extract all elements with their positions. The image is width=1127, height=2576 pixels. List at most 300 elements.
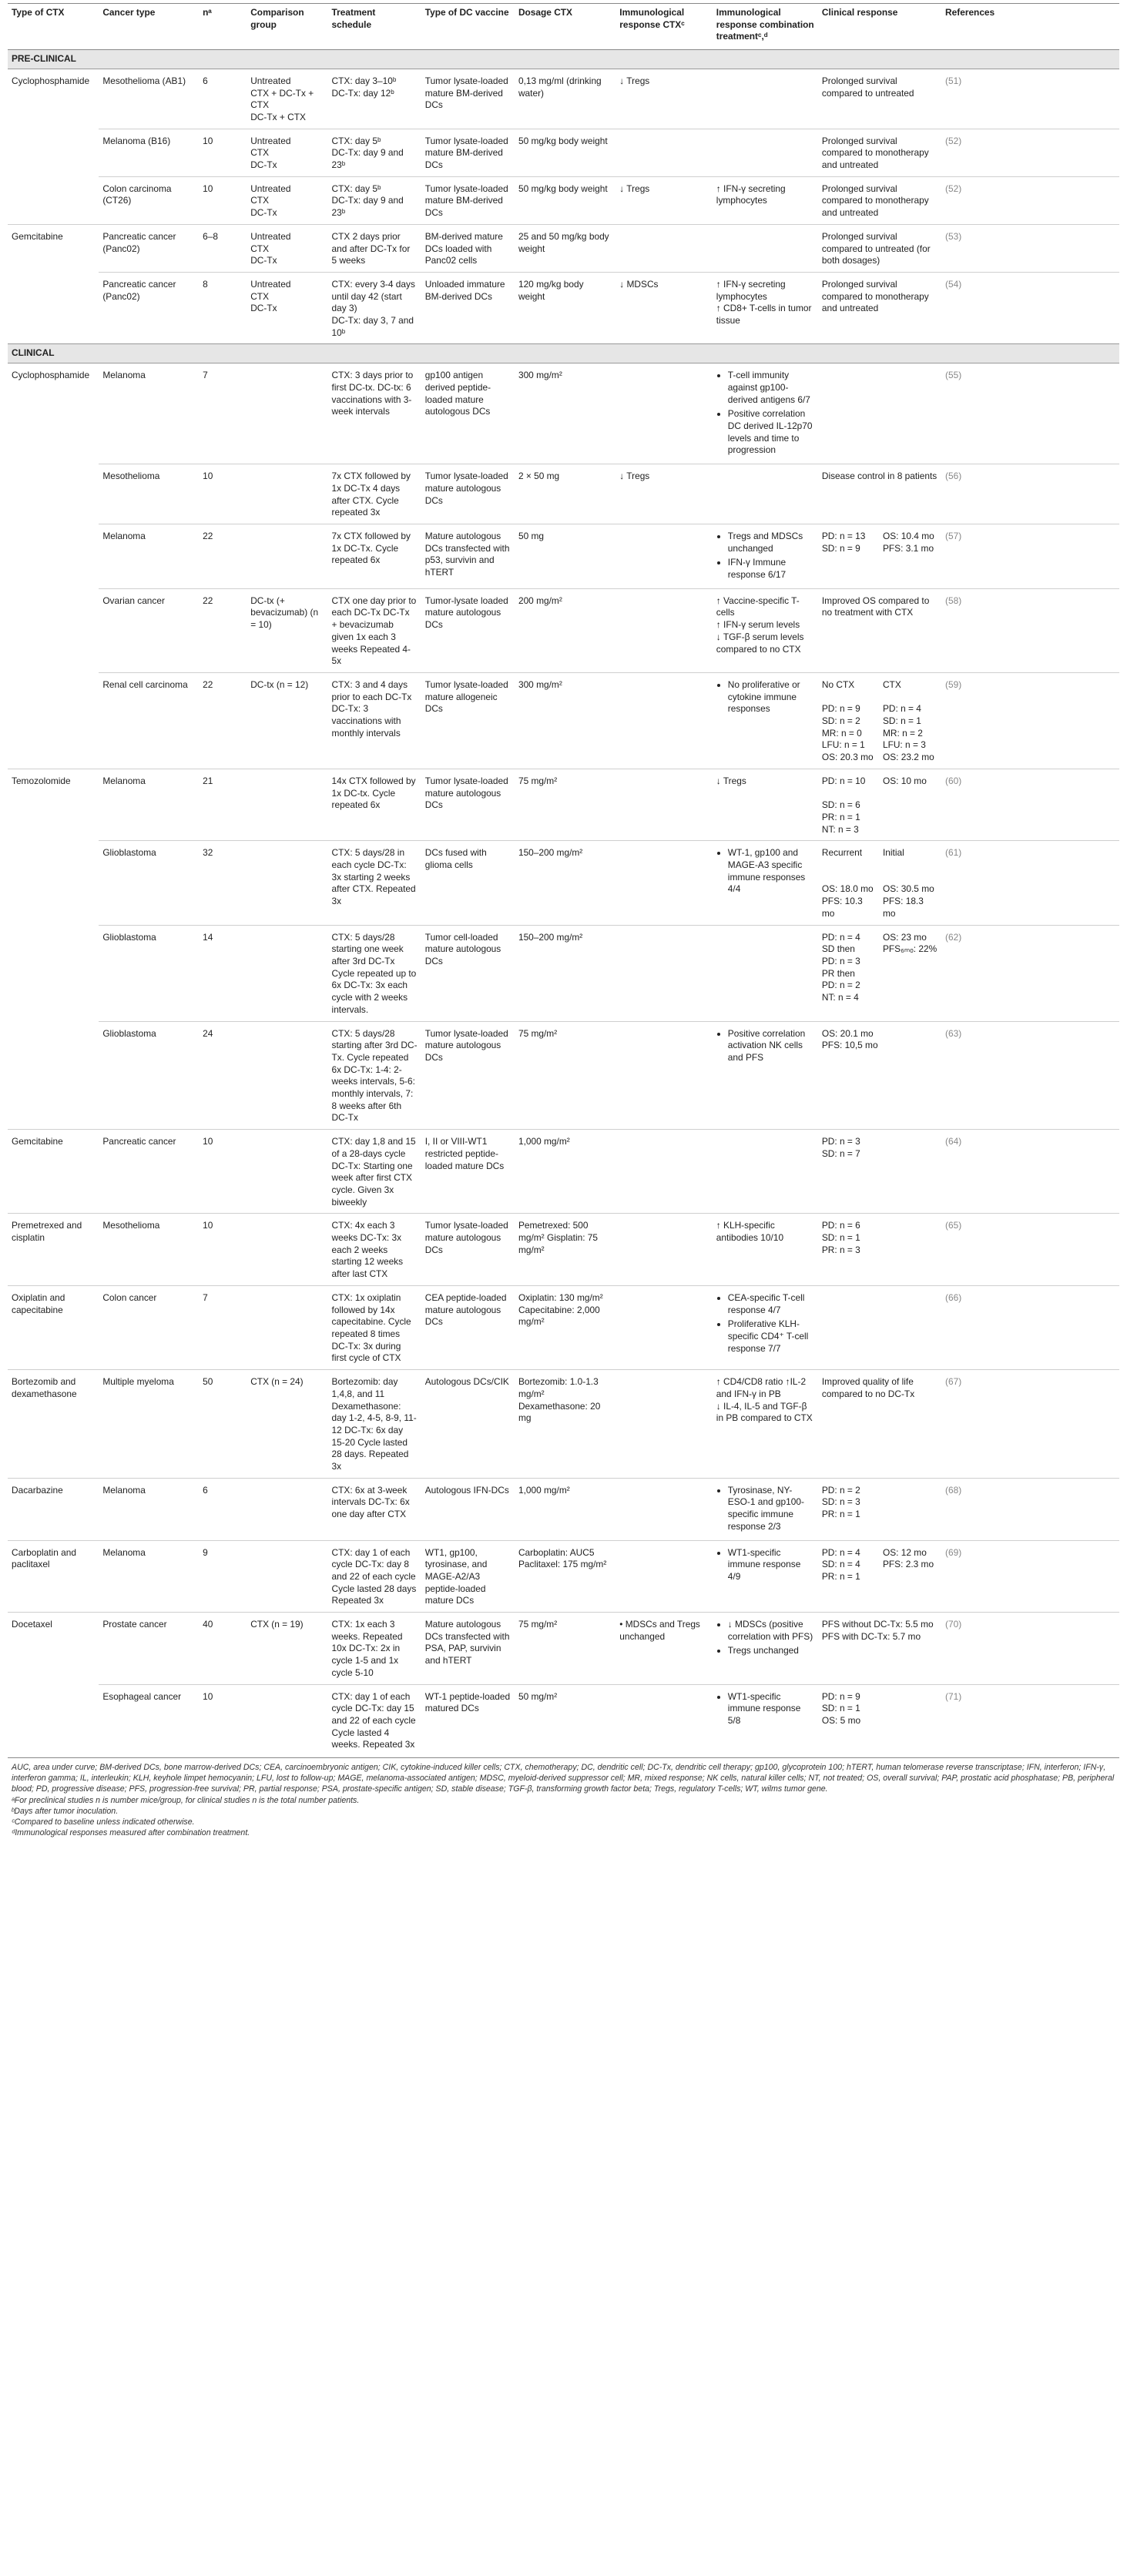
cell-immune-response-combination: [713, 672, 818, 769]
cell-treatment-schedule: [328, 1540, 421, 1613]
cell-comparison-group: [247, 672, 327, 769]
immune-comb-line: ↑ IFN-γ secreting lymphocytes: [716, 278, 786, 302]
clinical-line: Improved OS compared to no treatment with CTX: [821, 595, 930, 618]
cell-clinical-response: [818, 841, 941, 925]
comparison-line: CTX (n = 24): [250, 1376, 304, 1388]
cell-immune-response-ctx: [615, 1684, 713, 1756]
cell-dc-vaccine: Tumor lysate-loaded mature autologous DCs: [421, 1214, 515, 1286]
cell-dosage: [515, 588, 615, 672]
clinical-line: PFS: 10,5 mo: [821, 1040, 878, 1051]
cell-n: 32: [199, 841, 247, 925]
cell-treatment-schedule: [328, 769, 421, 841]
clinical-col-left: [822, 847, 877, 920]
clinical-line: Prolonged survival compared to untreated (for both dosages): [821, 230, 931, 266]
clinical-line: SD: n = 1: [821, 1232, 860, 1244]
clinical-line: PD: n = 9: [821, 703, 860, 715]
cell-clinical-response: [818, 672, 941, 769]
cell-immune-response-ctx: [615, 588, 713, 672]
clinical-col-right: [883, 847, 937, 920]
cell-treatment-schedule: [328, 69, 421, 129]
clinical-line: [883, 968, 937, 980]
cell-immune-response-ctx: [615, 1214, 713, 1286]
cell-ctx-type: [8, 464, 99, 524]
cell-immune-response-ctx: [615, 1370, 713, 1479]
cell-immune-response-combination: [713, 925, 818, 1021]
cell-dc-vaccine: Mature autologous DCs transfected with PSA, PAP, survivin and hTERT: [421, 1613, 515, 1685]
clinical-line: SD then: [821, 943, 855, 955]
cell-cancer-type: Prostate cancer: [99, 1613, 199, 1685]
cell-dc-vaccine: Tumor lysate-loaded mature autologous DCs: [421, 769, 515, 841]
cell-comparison-group: [247, 925, 327, 1021]
cell-ctx-type: Gemcitabine: [8, 1130, 99, 1214]
cell-reference[interactable]: (62): [941, 925, 1119, 1021]
table-row: [8, 1214, 1119, 1286]
cell-cancer-type: Glioblastoma: [99, 1021, 199, 1130]
table-row: [8, 1370, 1119, 1479]
table-row: [8, 272, 1119, 344]
clinical-line: OS: 18.0 mo: [821, 883, 874, 895]
cell-cancer-type: Melanoma: [99, 524, 199, 588]
table-footnotes: [8, 1757, 1119, 1841]
cell-n: 50: [199, 1370, 247, 1479]
schedule-line: CTX: 1x each 3 weeks. Repeated 10x DC-Tx: 2x in cycle 1-5 and 1x cycle 5-10: [331, 1619, 403, 1678]
dosage-line: 75 mg/m²: [518, 1619, 558, 1630]
dosage-line: 200 mg/m²: [518, 595, 562, 606]
dosage-line: Bortezomib: 1.0-1.3 mg/m²: [518, 1376, 599, 1399]
cell-cancer-type: Melanoma: [99, 1478, 199, 1540]
cell-reference[interactable]: (71): [941, 1684, 1119, 1756]
comparison-line: CTX: [250, 147, 270, 159]
table-row: [8, 1684, 1119, 1756]
dosage-line: Capecitabine: 2,000 mg/m²: [518, 1304, 600, 1328]
immune-comb-list: [716, 679, 814, 715]
immune-comb-list: [716, 1028, 814, 1064]
cell-clinical-response: [818, 1370, 941, 1479]
clinical-line: PR: n = 3: [821, 1244, 860, 1255]
column-header: Dosage CTX: [515, 4, 615, 50]
cell-immune-response-ctx: [615, 1130, 713, 1214]
clinical-line: MR: n = 2: [882, 727, 923, 739]
schedule-line: CTX: 6x at 3-week intervals DC-Tx: 6x one day after CTX: [331, 1484, 410, 1520]
table-row: [8, 925, 1119, 1021]
cell-reference[interactable]: (57): [941, 524, 1119, 588]
immune-comb-line: ↑ KLH-specific antibodies 10/10: [716, 1220, 784, 1244]
cell-ctx-type: Bortezomib and dexamethasone: [8, 1370, 99, 1479]
cell-immune-response-combination: [713, 1540, 818, 1613]
cell-reference[interactable]: (56): [941, 464, 1119, 524]
cell-ctx-type: [8, 672, 99, 769]
cell-treatment-schedule: [328, 176, 421, 224]
cell-cancer-type: Mesothelioma: [99, 1214, 199, 1286]
cell-reference[interactable]: (52): [941, 129, 1119, 176]
comparison-line: DC-Tx: [250, 255, 277, 266]
dosage-line: 75 mg/m²: [518, 775, 558, 786]
clinical-line: PD: n = 13: [821, 530, 866, 541]
cell-immune-response-combination: [713, 1370, 818, 1479]
comparison-line: DC-Tx + CTX: [250, 111, 306, 122]
clinical-line: LFU: n = 3: [882, 739, 926, 751]
cell-n: 7: [199, 363, 247, 464]
cell-cancer-type: Colon cancer: [99, 1285, 199, 1369]
cell-n: 8: [199, 272, 247, 344]
cell-immune-response-ctx: [615, 224, 713, 272]
schedule-line: CTX: day 3–10ᵇ: [331, 75, 397, 86]
immune-comb-item: • Positive correlation activation NK cells and PFS: [728, 1028, 814, 1064]
cell-ctx-type: Cyclophosphamide: [8, 69, 99, 129]
cell-immune-response-ctx: [615, 272, 713, 344]
cell-ctx-type: [8, 588, 99, 672]
table-row: [8, 769, 1119, 841]
cell-treatment-schedule: [328, 272, 421, 344]
cell-ctx-type: [8, 925, 99, 1021]
cell-comparison-group: [247, 129, 327, 176]
clinical-line: PFS: 18.3 mo: [882, 896, 924, 919]
cell-reference[interactable]: (59): [941, 672, 1119, 769]
cell-dc-vaccine: Unloaded immature BM-derived DCs: [421, 272, 515, 344]
cell-dosage: [515, 925, 615, 1021]
table-row: [8, 1021, 1119, 1130]
cell-clinical-response: [818, 524, 941, 588]
immune-comb-line: ↑ Vaccine-specific T-cells: [716, 595, 800, 618]
immune-ctx-line: • MDSCs and Tregs unchanged: [619, 1619, 700, 1642]
cell-treatment-schedule: [328, 841, 421, 925]
cell-immune-response-ctx: [615, 524, 713, 588]
clinical-line: Recurrent: [821, 847, 863, 859]
column-header: Clinical response: [818, 4, 941, 50]
table-row: [8, 841, 1119, 925]
cell-reference[interactable]: (60): [941, 769, 1119, 841]
schedule-line: CTX: day 1,8 and 15 of a 28-days cycle DC-Tx: Starting one week after first CTX cycle. Given 3x biweekly: [331, 1136, 416, 1208]
clinical-line: OS: 12 mo: [882, 1546, 927, 1558]
footnote: ᶜCompared to baseline unless indicated otherwise.: [12, 1817, 195, 1827]
comparison-line: CTX: [250, 290, 270, 302]
dosage-line: 300 mg/m²: [518, 678, 562, 690]
immune-comb-item: • Proliferative KLH-specific CD4⁺ T-cell response 7/7: [728, 1318, 814, 1355]
schedule-line: 7x CTX followed by 1x DC-Tx 4 days after CTX. Cycle repeated 3x: [331, 471, 411, 518]
cell-comparison-group: [247, 1613, 327, 1685]
clinical-line: PD: n = 2: [821, 1484, 860, 1496]
cell-cancer-type: Melanoma: [99, 363, 199, 464]
cell-reference[interactable]: (70): [941, 1613, 1119, 1685]
cell-ctx-type: [8, 841, 99, 925]
cell-dosage: [515, 69, 615, 129]
clinical-line: PD: n = 4: [821, 931, 860, 943]
cell-dc-vaccine: Tumor lysate-loaded mature BM-derived DCs: [421, 176, 515, 224]
clinical-line: OS: 20.1 mo: [821, 1027, 874, 1039]
immune-comb-item: • Positive correlation DC derived IL-12p70 levels and time to progression: [728, 408, 814, 457]
cell-dosage: [515, 272, 615, 344]
clinical-line: PD: n = 10: [821, 775, 866, 786]
cell-n: 22: [199, 588, 247, 672]
footnote: ᵇDays after tumor inoculation.: [12, 1806, 119, 1816]
clinical-line: SD: n = 9: [821, 542, 860, 554]
clinical-line: PD: n = 4: [882, 703, 921, 715]
cell-treatment-schedule: [328, 1214, 421, 1286]
cell-treatment-schedule: [328, 363, 421, 464]
cell-immune-response-combination: [713, 524, 818, 588]
table-header: [8, 4, 1119, 50]
cell-clinical-response: [818, 224, 941, 272]
clinical-line: [883, 812, 937, 824]
cell-treatment-schedule: [328, 925, 421, 1021]
clinical-line: [822, 872, 877, 884]
cell-dosage: [515, 363, 615, 464]
cell-cancer-type: Mesothelioma (AB1): [99, 69, 199, 129]
column-header: nᵃ: [199, 4, 247, 50]
clinical-line: OS: 5 mo: [821, 1714, 861, 1726]
schedule-line: DC-Tx: day 12ᵇ: [331, 87, 394, 99]
cell-reference[interactable]: (61): [941, 841, 1119, 925]
clinical-line: Initial: [882, 847, 904, 859]
clinical-line: PD: n = 3: [821, 1136, 860, 1147]
comparison-line: DC-Tx: [250, 303, 277, 314]
comparison-line: CTX (n = 19): [250, 1619, 304, 1630]
cell-cancer-type: Renal cell carcinoma: [99, 672, 199, 769]
dosage-line: 25 and 50 mg/kg body weight: [518, 230, 609, 254]
cell-reference[interactable]: (67): [941, 1370, 1119, 1479]
cell-comparison-group: [247, 176, 327, 224]
clinical-line: SD: n = 4: [821, 1559, 860, 1570]
cell-clinical-response: [818, 769, 941, 841]
clinical-line: PFS: 3.1 mo: [882, 542, 934, 554]
cell-reference[interactable]: (63): [941, 1021, 1119, 1130]
cell-reference[interactable]: (69): [941, 1540, 1119, 1613]
cell-ctx-type: [8, 524, 99, 588]
immune-ctx-line: ↓ Tregs: [619, 183, 650, 194]
table-row: [8, 129, 1119, 176]
cell-clinical-response: [818, 129, 941, 176]
immune-comb-item: • T-cell immunity against gp100-derived antigens 6/7: [728, 370, 814, 406]
table-body: [8, 50, 1119, 1756]
cell-dc-vaccine: Mature autologous DCs transfected with p53, survivin and hTERT: [421, 524, 515, 588]
schedule-line: CTX: day 1 of each cycle DC-Tx: day 8 and 22 of each cycle Cycle lasted 28 days Repeated 3x: [331, 1546, 417, 1606]
dosage-line: 50 mg: [518, 530, 545, 541]
column-header: Comparison group: [247, 4, 327, 50]
schedule-line: CTX: 1x oxiplatin followed by 14x capecitabine. Cycle repeated 8 times DC-Tx: 3x during first cycle of CTX: [331, 1291, 411, 1364]
immune-comb-line: ↑ IFN-γ serum levels: [716, 619, 800, 631]
cell-treatment-schedule: [328, 464, 421, 524]
cell-dc-vaccine: DCs fused with glioma cells: [421, 841, 515, 925]
cell-immune-response-ctx: [615, 1021, 713, 1130]
cell-immune-response-combination: [713, 1285, 818, 1369]
cell-n: 40: [199, 1613, 247, 1685]
cell-clinical-response: [818, 1021, 941, 1130]
cell-immune-response-ctx: [615, 363, 713, 464]
clinical-col-left: [822, 679, 877, 764]
schedule-line: CTX: 3 and 4 days prior to each DC-Tx DC-Tx: 3 vaccinations with monthly intervals: [331, 678, 412, 739]
schedule-line: CTX: 5 days/28 starting after 3rd DC-Tx. Cycle repeated 6x DC-Tx: 1-4: 2-weeks intervals, 5-6: monthly intervals, 7: 8 weeks after 6th DC-Tx: [331, 1027, 418, 1124]
cell-dosage: [515, 129, 615, 176]
dosage-line: 1,000 mg/m²: [518, 1136, 570, 1147]
clinical-line: OS: 30.5 mo: [882, 883, 934, 895]
clinical-line: PFS: 10.3 mo: [821, 896, 863, 919]
cell-cancer-type: Pancreatic cancer: [99, 1130, 199, 1214]
cell-reference[interactable]: (68): [941, 1478, 1119, 1540]
cell-comparison-group: [247, 1285, 327, 1369]
clinical-line: SD: n = 1: [821, 1703, 860, 1714]
dosage-line: Pemetrexed: 500 mg/m² Gisplatin: 75 mg/m²: [518, 1220, 599, 1255]
cell-treatment-schedule: [328, 524, 421, 588]
immune-comb-item: • WT1-specific immune response 5/8: [728, 1691, 814, 1727]
cell-comparison-group: [247, 464, 327, 524]
immune-comb-line: ↓ TGF-β serum levels compared to no CTX: [716, 631, 804, 655]
cell-n: 6: [199, 69, 247, 129]
clinical-line: PR: n = 1: [821, 811, 860, 822]
dosage-line: 50 mg/kg body weight: [518, 135, 608, 146]
schedule-line: CTX 2 days prior and after DC-Tx for 5 weeks: [331, 230, 411, 266]
cell-dc-vaccine: Tumor-lysate loaded mature autologous DCs: [421, 588, 515, 672]
section-title: PRE-CLINICAL: [8, 50, 1119, 69]
immune-comb-list: [716, 370, 814, 457]
cell-ctx-type: Temozolomide: [8, 769, 99, 841]
cell-comparison-group: [247, 1540, 327, 1613]
immune-comb-line: ↓ IL-4, IL-5 and TGF-β in PB compared to CTX: [716, 1400, 813, 1424]
cell-n: 10: [199, 129, 247, 176]
clinical-grid: [822, 1547, 937, 1583]
cell-dosage: [515, 1540, 615, 1613]
table-row: [8, 524, 1119, 588]
immune-comb-line: ↑ IFN-γ secreting lymphocytes: [716, 183, 786, 206]
cell-dosage: [515, 1285, 615, 1369]
clinical-line: [883, 980, 937, 992]
dosage-line: 300 mg/m²: [518, 370, 562, 381]
cell-clinical-response: [818, 363, 941, 464]
immune-comb-item: • IFN-γ Immune response 6/17: [728, 557, 814, 581]
cell-ctx-type: Dacarbazine: [8, 1478, 99, 1540]
table-document: [8, 0, 1119, 1841]
cell-comparison-group: [247, 363, 327, 464]
clinical-line: [883, 859, 937, 872]
dosage-line: 50 mg/m²: [518, 1690, 558, 1702]
clinical-line: NT: n = 3: [821, 823, 859, 835]
cell-comparison-group: [247, 1684, 327, 1756]
cell-reference[interactable]: (66): [941, 1285, 1119, 1369]
clinical-line: SD: n = 2: [821, 715, 860, 727]
clinical-line: [822, 859, 877, 872]
clinical-col-right: [883, 531, 937, 554]
comparison-line: DC-tx (n = 12): [250, 678, 309, 690]
schedule-line: DC-Tx: day 9 and 23ᵇ: [331, 195, 404, 219]
cell-reference[interactable]: (52): [941, 176, 1119, 224]
section-header-row: [8, 344, 1119, 363]
cell-immune-response-combination: [713, 272, 818, 344]
cell-ctx-type: Oxiplatin and capecitabine: [8, 1285, 99, 1369]
immune-comb-item: • ↓ MDSCs (positive correlation with PFS): [728, 1619, 814, 1643]
schedule-line: CTX: day 1 of each cycle DC-Tx: day 15 and 22 of each cycle Cycle lasted 4 weeks. Repeated 3x: [331, 1690, 416, 1750]
cell-dosage: [515, 1370, 615, 1479]
cell-n: 10: [199, 1130, 247, 1214]
cell-comparison-group: [247, 1130, 327, 1214]
clinical-line: Prolonged survival compared to untreated: [821, 75, 914, 99]
cell-n: 6–8: [199, 224, 247, 272]
clinical-line: PD: n = 6: [821, 1220, 860, 1231]
cell-immune-response-ctx: [615, 129, 713, 176]
immune-comb-item: • WT-1, gp100 and MAGE-A3 specific immune responses 4/4: [728, 847, 814, 896]
clinical-col-left: [822, 1547, 877, 1583]
cell-dosage: [515, 176, 615, 224]
cell-n: 22: [199, 524, 247, 588]
clinical-line: NT: n = 4: [821, 992, 859, 1003]
clinical-grid: [822, 775, 937, 836]
cell-reference[interactable]: (51): [941, 69, 1119, 129]
cell-reference[interactable]: (54): [941, 272, 1119, 344]
clinical-line: SD: n = 6: [821, 799, 860, 811]
dosage-line: 75 mg/m²: [518, 1027, 558, 1039]
cell-cancer-type: Melanoma: [99, 1540, 199, 1613]
cell-treatment-schedule: [328, 129, 421, 176]
cell-clinical-response: [818, 176, 941, 224]
cell-dosage: [515, 464, 615, 524]
cell-immune-response-combination: [713, 464, 818, 524]
cell-comparison-group: [247, 588, 327, 672]
cell-dc-vaccine: Autologous IFN-DCs: [421, 1478, 515, 1540]
cell-immune-response-combination: [713, 224, 818, 272]
cell-ctx-type: Docetaxel: [8, 1613, 99, 1685]
column-header: Type of DC vaccine: [421, 4, 515, 50]
cell-clinical-response: [818, 1684, 941, 1756]
schedule-line: CTX: 5 days/28 starting one week after 3rd DC-Tx Cycle repeated up to 6x DC-Tx: 3x each cycle with 2 weeks intervals.: [331, 931, 417, 1015]
dosage-line: Dexamethasone: 20 mg: [518, 1400, 601, 1424]
cell-immune-response-combination: [713, 129, 818, 176]
cell-reference[interactable]: (65): [941, 1214, 1119, 1286]
clinical-line: OS: 10.4 mo: [882, 530, 934, 541]
cell-reference[interactable]: (53): [941, 224, 1119, 272]
cell-immune-response-ctx: [615, 69, 713, 129]
immune-comb-item: • Tyrosinase, NY-ESO-1 and gp100-specific immune response 2/3: [728, 1485, 814, 1533]
cell-clinical-response: [818, 1478, 941, 1540]
cell-immune-response-ctx: [615, 672, 713, 769]
cell-dosage: [515, 1684, 615, 1756]
immune-comb-line: ↓ Tregs: [716, 775, 746, 786]
immune-comb-list: [716, 847, 814, 896]
cell-dc-vaccine: WT1, gp100, tyrosinase, and MAGE-A2/A3 peptide-loaded mature DCs: [421, 1540, 515, 1613]
cell-dosage: [515, 224, 615, 272]
cell-n: 10: [199, 464, 247, 524]
schedule-line: 14x CTX followed by 1x DC-tx. Cycle repeated 6x: [331, 775, 416, 811]
cell-dc-vaccine: I, II or VIII-WT1 restricted peptide-loaded mature DCs: [421, 1130, 515, 1214]
cell-reference[interactable]: (64): [941, 1130, 1119, 1214]
cell-dosage: [515, 1478, 615, 1540]
clinical-col-left: [822, 531, 877, 554]
comparison-line: Untreated: [250, 75, 291, 86]
clinical-line: No CTX: [821, 678, 855, 690]
cell-ctx-type: [8, 176, 99, 224]
cell-ctx-type: Cyclophosphamide: [8, 363, 99, 464]
cell-dc-vaccine: CEA peptide-loaded mature autologous DCs: [421, 1285, 515, 1369]
cell-immune-response-combination: [713, 1214, 818, 1286]
cell-dosage: [515, 672, 615, 769]
cell-reference[interactable]: (58): [941, 588, 1119, 672]
clinical-line: PD: n = 2: [821, 980, 860, 991]
clinical-line: Prolonged survival compared to monotherapy and untreated: [821, 278, 929, 314]
cell-dosage: [515, 841, 615, 925]
table-row: [8, 1478, 1119, 1540]
comparison-line: DC-Tx: [250, 207, 277, 219]
cell-clinical-response: [818, 69, 941, 129]
cell-reference[interactable]: (55): [941, 363, 1119, 464]
clinical-grid: [822, 679, 937, 764]
cell-clinical-response: [818, 464, 941, 524]
clinical-line: [883, 824, 937, 836]
cell-comparison-group: [247, 769, 327, 841]
column-header: Treatment schedule: [328, 4, 421, 50]
dosage-line: 2 × 50 mg: [518, 471, 560, 482]
footnote: ᵈImmunological responses measured after combination treatment.: [12, 1828, 250, 1838]
cell-treatment-schedule: [328, 1285, 421, 1369]
cell-immune-response-combination: [713, 176, 818, 224]
clinical-grid: [822, 847, 937, 920]
cell-dosage: [515, 1021, 615, 1130]
